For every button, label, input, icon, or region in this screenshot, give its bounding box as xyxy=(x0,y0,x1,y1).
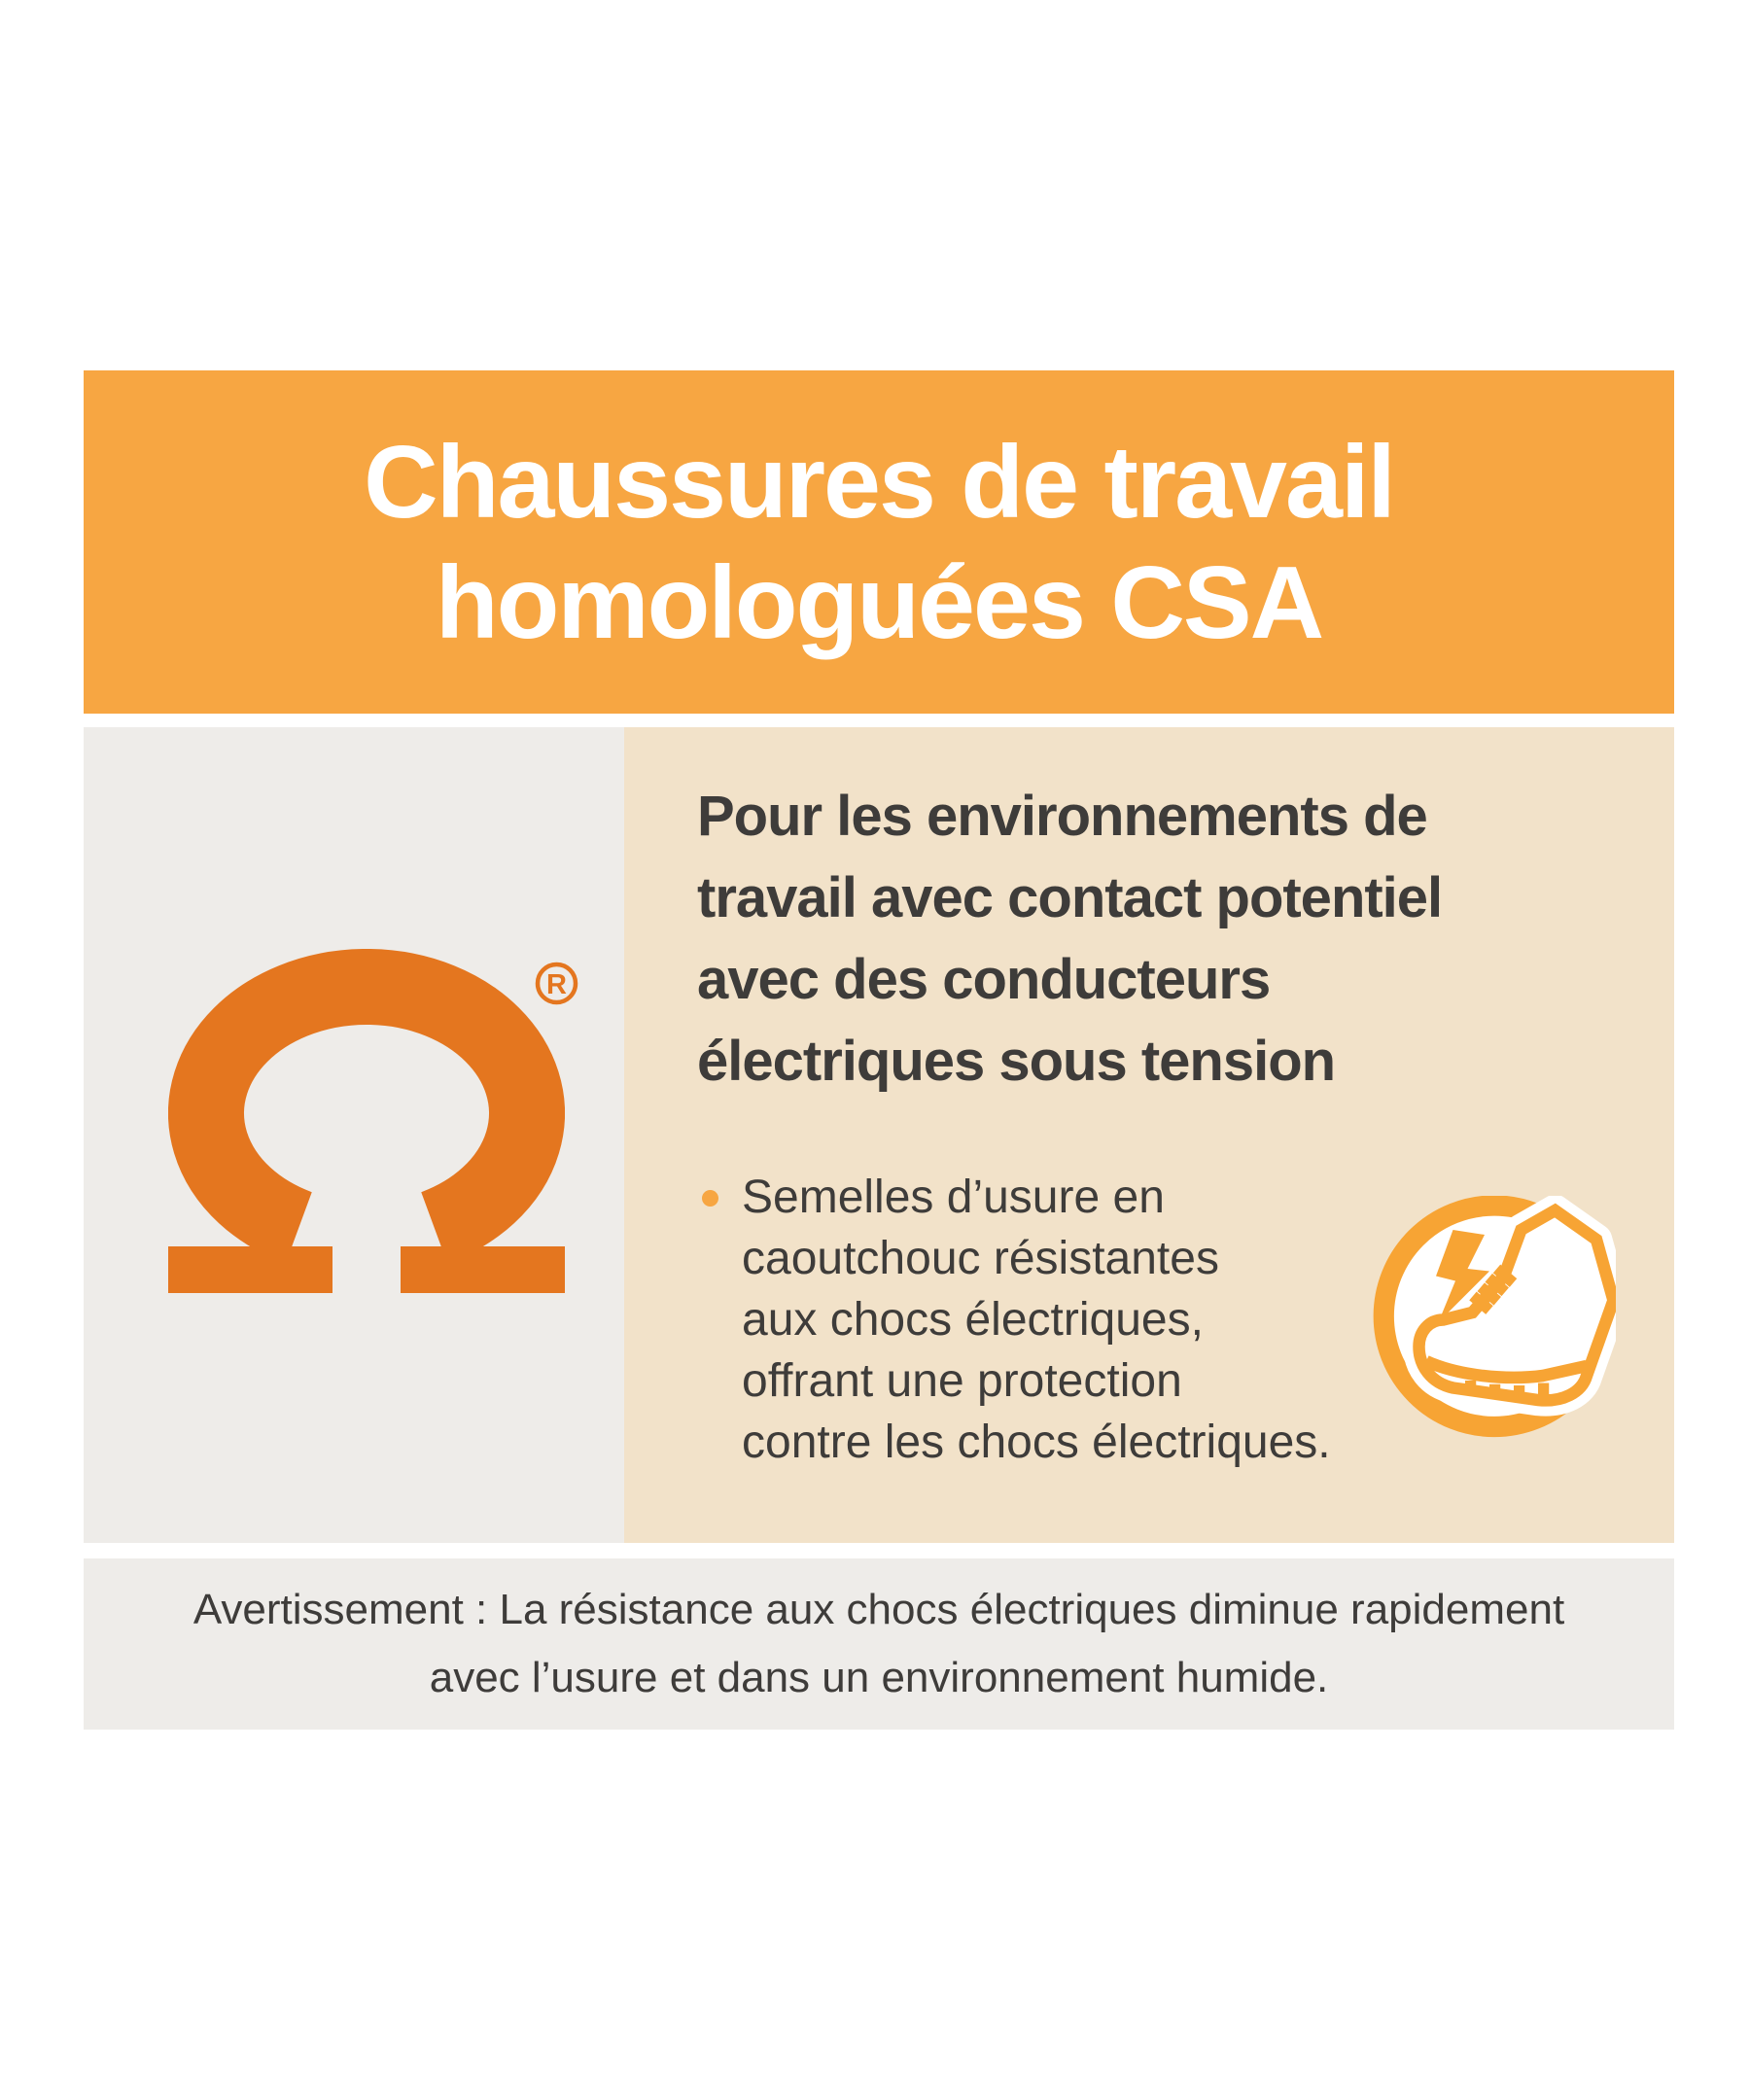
warning-line-2: avec l’usure et dans un environnement humide. xyxy=(429,1654,1329,1701)
heading-line: travail avec contact potentiel xyxy=(697,866,1443,929)
bullet-dot xyxy=(702,1190,718,1207)
omega-logo xyxy=(168,949,565,1293)
bullet-item xyxy=(702,1167,1331,1473)
title-band xyxy=(84,370,1674,714)
warning-strip xyxy=(84,1558,1674,1730)
page-title-line-2: homologuées CSA xyxy=(435,544,1323,660)
bullet-text xyxy=(742,1167,1331,1473)
heading-line: avec des conducteurs xyxy=(697,948,1271,1011)
bullet-line: caoutchouc résistantes xyxy=(742,1233,1219,1284)
page-title-line-1: Chaussures de travail xyxy=(364,424,1394,540)
bullet-line: Semelles d’usure en xyxy=(742,1172,1165,1223)
bullet-line: offrant une protection xyxy=(742,1355,1182,1407)
heading-line: Pour les environnements de xyxy=(697,785,1427,848)
electric-shock-boot-icon xyxy=(1373,1196,1616,1439)
bullet-line: aux chocs électriques, xyxy=(742,1294,1204,1346)
omega-icon xyxy=(168,949,565,1293)
bullet-line: contre les chocs électriques. xyxy=(742,1417,1331,1468)
registered-trademark-icon xyxy=(535,962,578,1005)
logo-panel xyxy=(84,727,624,1543)
svg-text:R: R xyxy=(546,969,567,1000)
warning-line-1: Avertissement : La résistance aux chocs électriques diminue rapidement xyxy=(192,1586,1565,1633)
description-panel xyxy=(624,727,1674,1543)
panel-heading xyxy=(697,776,1611,1102)
heading-line: électriques sous tension xyxy=(697,1030,1336,1093)
